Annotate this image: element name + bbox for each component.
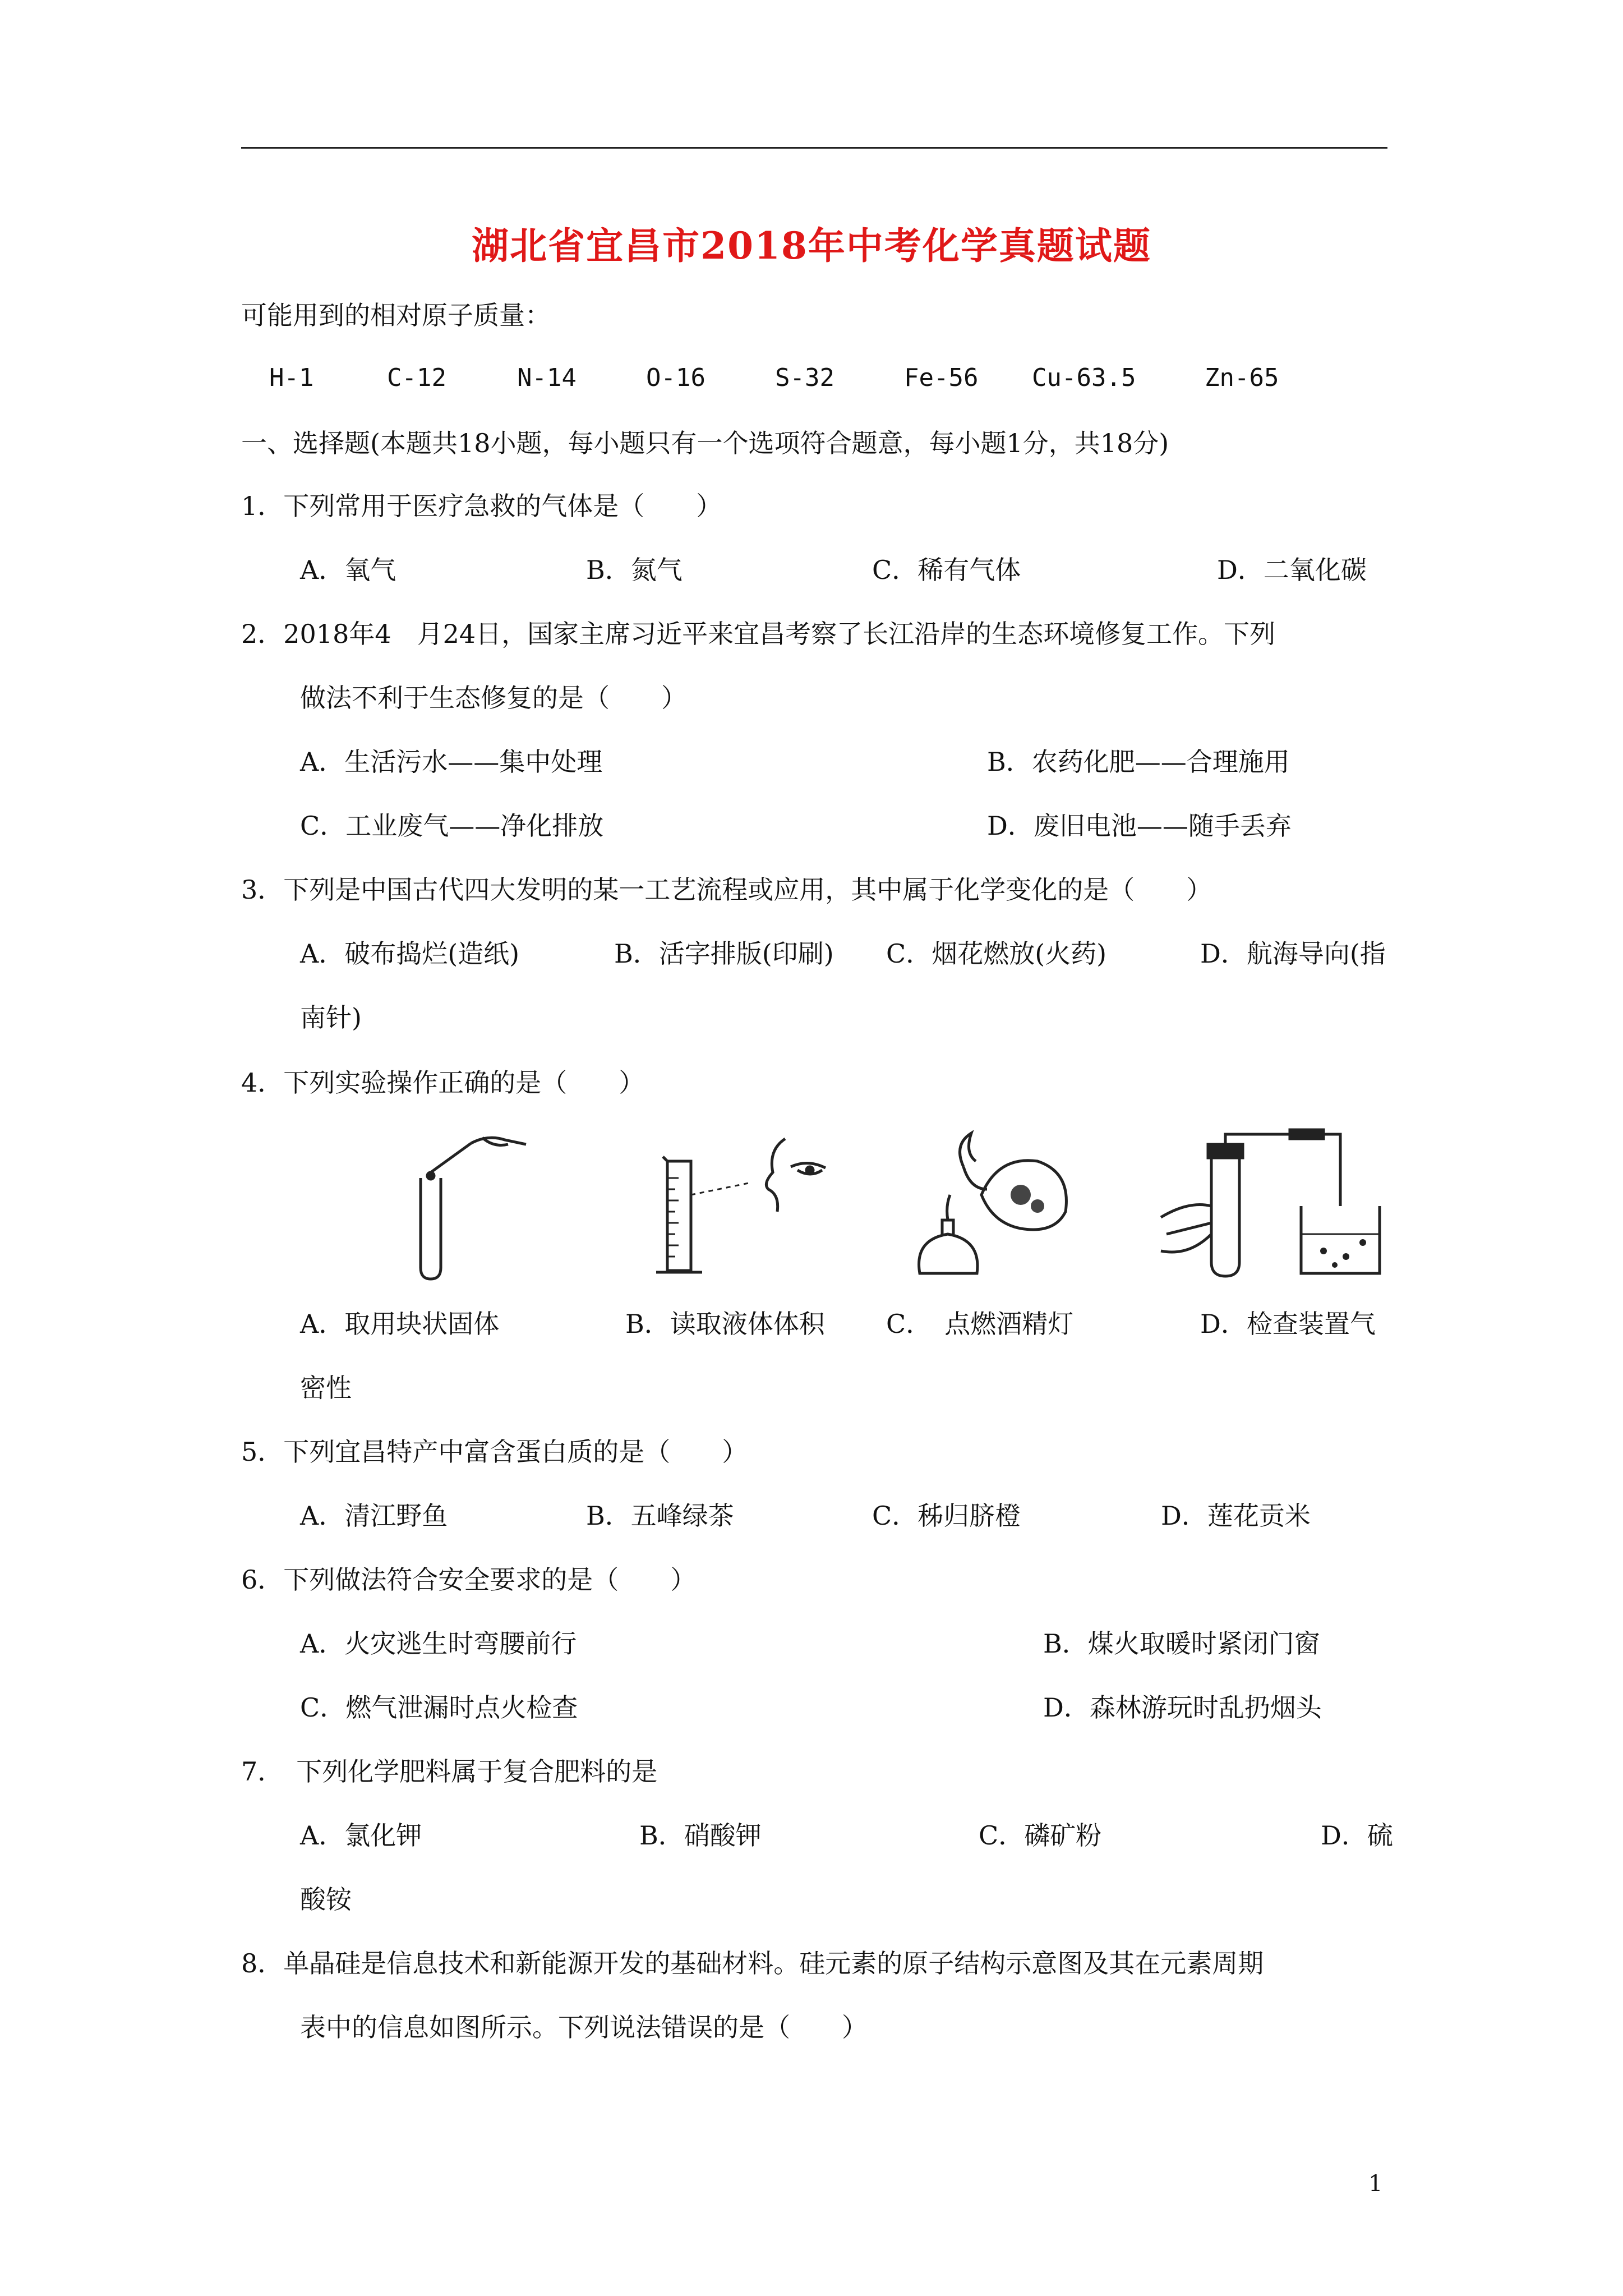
atomic-mass-zn: Zn-65 — [1205, 364, 1279, 392]
q7-option-d-cont: 酸铵 — [300, 1884, 352, 1915]
page-number: 1 — [1368, 2171, 1383, 2197]
q6-option-a: A．火灾逃生时弯腰前行 — [300, 1628, 577, 1659]
q4-stem: 4．下列实验操作正确的是（ ） — [241, 1068, 645, 1098]
q1-option-a: A．氧气 — [300, 555, 396, 585]
q6-option-c: C．燃气泄漏时点火检查 — [300, 1692, 578, 1723]
q4-option-b: B．读取液体体积 — [625, 1309, 825, 1339]
q2-stem-line2: 做法不利于生态修复的是（ ） — [300, 683, 687, 713]
q2-option-d: D．废旧电池——随手丢弃 — [987, 811, 1292, 841]
q1-stem: 1．下列常用于医疗急救的气体是（ ） — [241, 491, 722, 521]
figure-d-check-airtightness — [1155, 1122, 1391, 1290]
q2-option-b: B．农药化肥——合理施用 — [987, 747, 1290, 777]
q6-option-b: B．煤火取暖时紧闭门窗 — [1043, 1628, 1320, 1659]
figure-c-light-lamp — [909, 1122, 1077, 1290]
q7-option-c: C．磷矿粉 — [979, 1820, 1102, 1851]
q4-option-d-cont: 密性 — [300, 1373, 352, 1403]
q5-option-c: C．秭归脐橙 — [872, 1501, 1021, 1531]
atomic-mass-n: N-14 — [517, 364, 577, 392]
q1-option-c: C．稀有气体 — [872, 555, 1021, 585]
q7-option-a: A．氯化钾 — [300, 1820, 422, 1851]
q7-stem: 7． 下列化学肥料属于复合肥料的是 — [241, 1756, 658, 1787]
q7-option-d: D．硫 — [1321, 1820, 1393, 1851]
q2-stem-line1: 2．2018年4 月24日，国家主席习近平来宜昌考察了长江沿岸的生态环境修复工作。下列 — [241, 619, 1276, 649]
header-rule — [241, 147, 1387, 149]
page-title: 湖北省宜昌市2018年中考化学真题试题 — [472, 224, 1151, 268]
q6-stem: 6．下列做法符合安全要求的是（ ） — [241, 1565, 697, 1595]
q7-option-b: B．硝酸钾 — [639, 1820, 762, 1851]
q4-option-d: D．检查装置气 — [1200, 1309, 1376, 1339]
q5-option-a: A．清江野鱼 — [300, 1501, 448, 1531]
figure-b-read-volume — [651, 1128, 836, 1285]
atomic-mass-fe: Fe-56 — [904, 364, 979, 392]
q3-option-c: C．烟花燃放(火药) — [886, 938, 1107, 969]
q2-option-c: C．工业废气——净化排放 — [300, 811, 604, 841]
atomic-mass-s: S-32 — [775, 364, 834, 392]
atomic-mass-cu: Cu-63.5 — [1032, 364, 1136, 392]
q3-option-d-cont: 南针) — [300, 1002, 362, 1033]
q3-option-b: B．活字排版(印刷) — [614, 938, 834, 969]
q3-stem: 3．下列是中国古代四大发明的某一工艺流程或应用，其中属于化学变化的是（ ） — [241, 875, 1212, 905]
q3-option-d: D．航海导向(指 — [1200, 938, 1386, 969]
q8-stem-line1: 8．单晶硅是信息技术和新能源开发的基础材料。硅元素的原子结构示意图及其在元素周期 — [241, 1948, 1264, 1978]
atomic-mass-o: O-16 — [646, 364, 706, 392]
q3-option-a: A．破布捣烂(造纸) — [300, 938, 520, 969]
q6-option-d: D．森林游玩时乱扔烟头 — [1043, 1692, 1322, 1723]
q4-option-a: A．取用块状固体 — [300, 1309, 500, 1339]
q1-option-d: D．二氧化碳 — [1217, 555, 1367, 585]
q5-option-b: B．五峰绿茶 — [586, 1501, 734, 1531]
q4-option-c: C． 点燃酒精灯 — [886, 1309, 1074, 1339]
atomic-mass-h: H-1 — [269, 364, 314, 392]
intro-text: 可能用到的相对原子质量： — [241, 300, 551, 330]
figure-a-take-solid — [398, 1128, 533, 1285]
q5-option-d: D．莲花贡米 — [1161, 1501, 1311, 1531]
section-heading: 一、选择题(本题共18小题，每小题只有一个选项符合题意，每小题1分，共18分) — [241, 428, 1169, 458]
q8-stem-line2: 表中的信息如图所示。下列说法错误的是（ ） — [300, 2012, 868, 2042]
q5-stem: 5．下列宜昌特产中富含蛋白质的是（ ） — [241, 1437, 748, 1467]
atomic-mass-c: C-12 — [387, 364, 446, 392]
q2-option-a: A．生活污水——集中处理 — [300, 747, 603, 777]
q1-option-b: B．氮气 — [586, 555, 683, 585]
